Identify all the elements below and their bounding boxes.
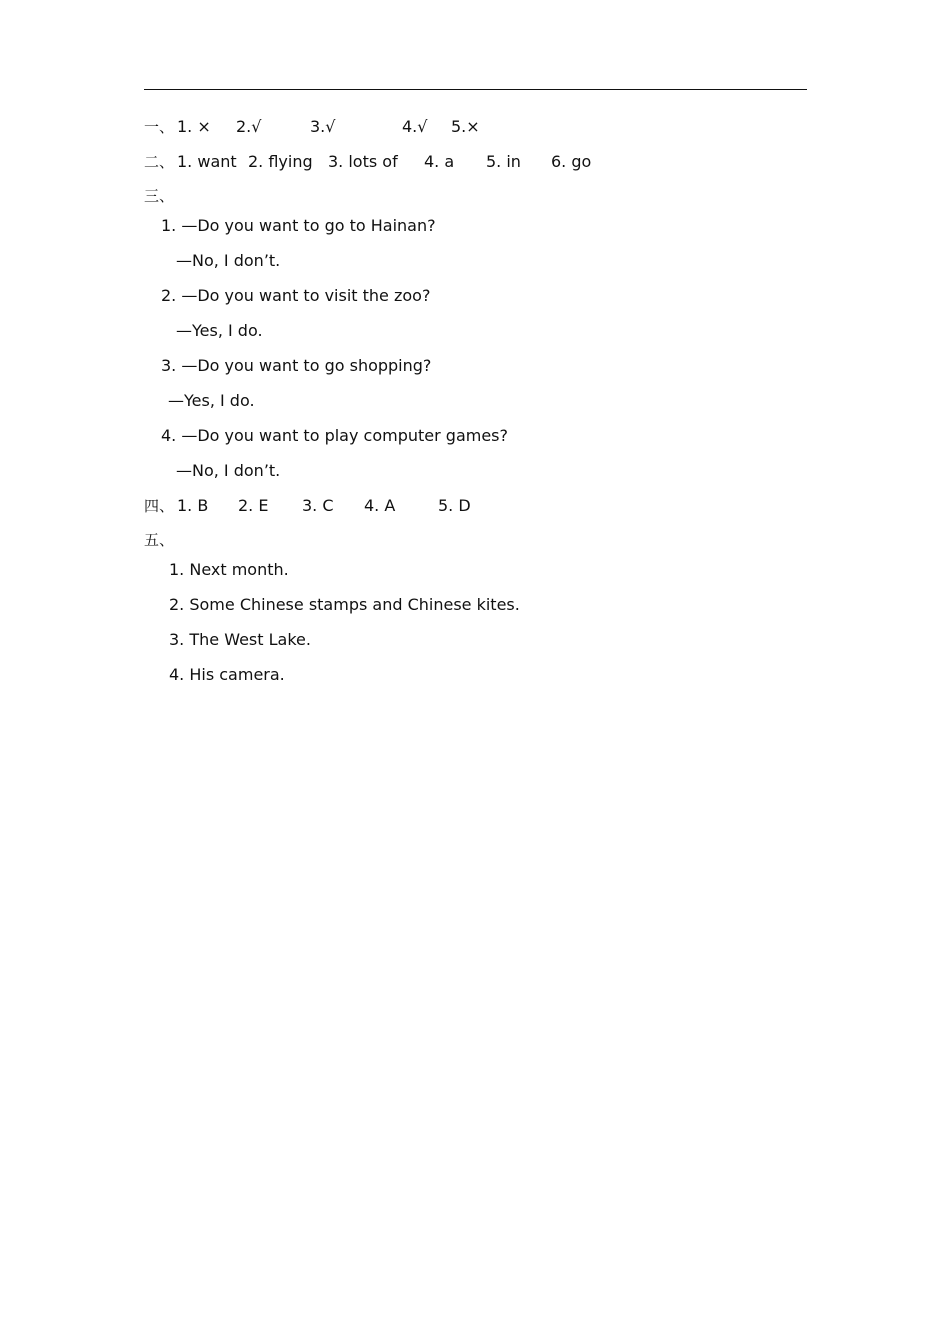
- section-3-label: 三、: [144, 187, 175, 205]
- section-5-label: 五、: [144, 531, 175, 549]
- section-2-label: 二、: [144, 153, 175, 171]
- section-4-label: 四、: [144, 497, 175, 515]
- answer-2-3: 3. lots of: [328, 152, 398, 171]
- answer-2-1: 1. want: [177, 152, 237, 171]
- answer-1-5: 5.×: [451, 117, 480, 136]
- answer-2-2: 2. flying: [248, 152, 313, 171]
- answer-2-4: 4. a: [424, 152, 455, 171]
- answer-5-2: 2. Some Chinese stamps and Chinese kites.: [169, 595, 520, 614]
- answer-3-4: —No, I don’t.: [176, 461, 281, 480]
- answer-4-2: 2. E: [238, 496, 269, 515]
- answer-1-3: 3.√: [310, 117, 336, 136]
- section-1: [144, 117, 744, 137]
- answer-4-1: 1. B: [177, 496, 209, 515]
- answer-3-2: —Yes, I do.: [176, 321, 263, 340]
- answer-4-4: 4. A: [364, 496, 396, 515]
- answer-1-2: 2.√: [236, 117, 262, 136]
- answer-5-4: 4. His camera.: [169, 665, 285, 684]
- section-2: [144, 152, 744, 172]
- answer-3-1: —No, I don’t.: [176, 251, 281, 270]
- question-3-2: 2. —Do you want to visit the zoo?: [161, 286, 431, 305]
- answer-4-3: 3. C: [302, 496, 334, 515]
- question-3-1: 1. —Do you want to go to Hainan?: [161, 216, 436, 235]
- answer-2-5: 5. in: [486, 152, 521, 171]
- answer-4-5: 5. D: [438, 496, 471, 515]
- answer-1-4: 4.√: [402, 117, 428, 136]
- question-3-4: 4. —Do you want to play computer games?: [161, 426, 508, 445]
- answer-2-6: 6. go: [551, 152, 592, 171]
- header-rule: [144, 89, 807, 90]
- question-3-3: 3. —Do you want to go shopping?: [161, 356, 432, 375]
- answer-1-1: 1. ×: [177, 117, 211, 136]
- section-1-label: 一、: [144, 118, 175, 136]
- section-4: [144, 496, 744, 516]
- answer-5-1: 1. Next month.: [169, 560, 289, 579]
- answer-5-3: 3. The West Lake.: [169, 630, 311, 649]
- answer-3-3: —Yes, I do.: [168, 391, 255, 410]
